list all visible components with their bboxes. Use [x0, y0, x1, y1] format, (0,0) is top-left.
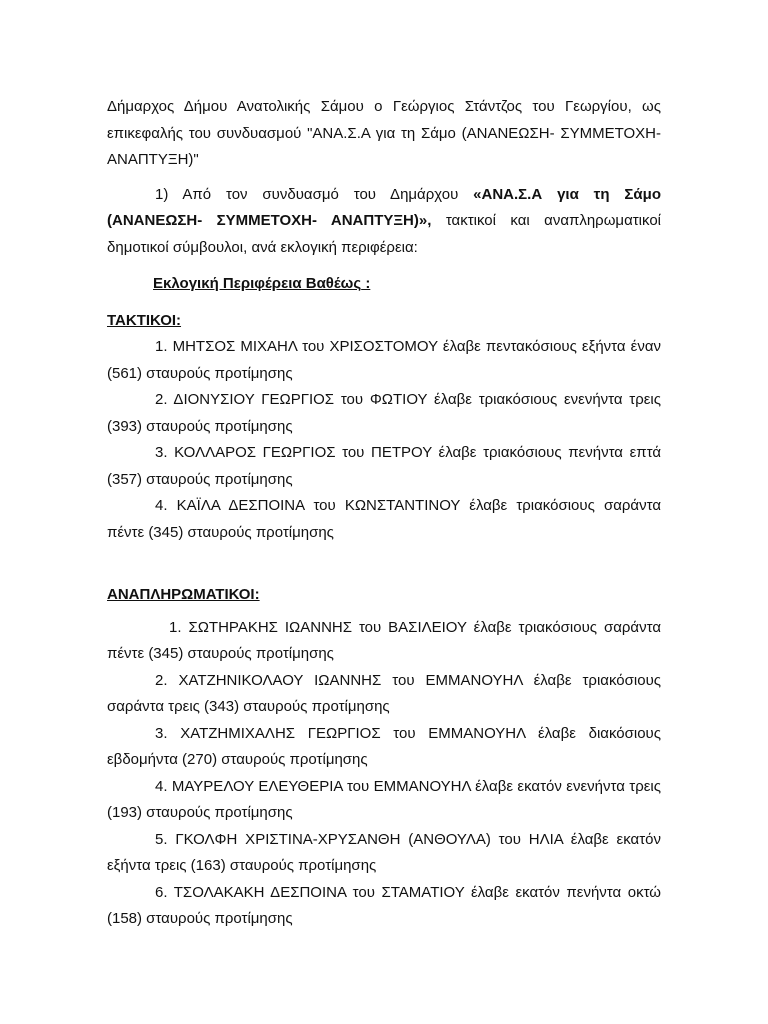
point-1-coalition-name: «ΑΝΑ.Σ.Α για τη Σάμο (ΑΝΑΝΕΩΣΗ- ΣΥΜΜΕΤΟΧΗ- ΑΝΑΠΤΥΞΗ)»,: [107, 185, 661, 229]
point-1-suffix: τακτικοί και αναπληρωματικοί δημοτικοί σύμβουλοι, ανά εκλογική περιφέρεια:: [107, 212, 661, 256]
document-page: [107, 94, 661, 933]
electoral-region-colon: :: [361, 275, 371, 292]
list-item: 4. ΜΑΥΡΕΛΟΥ ΕΛΕΥΘΕΡΙΑ του ΕΜΜΑΝΟΥΗΛ έλαβε εκατόν ενενήντα τρεις (193) σταυρούς προτίμησης: [107, 777, 661, 821]
point-1-prefix: 1) Από τον συνδυασμό του Δημάρχου: [155, 185, 474, 203]
alternates-heading: ΑΝΑΠΛΗΡΩΜΑΤΙΚΟΙ:: [107, 586, 260, 603]
list-item: 3. ΚΟΛΛΑΡΟΣ ΓΕΩΡΓΙΟΣ του ΠΕΤΡΟΥ έλαβε τριακόσιους πενήντα επτά (357) σταυρούς προτίμησης: [107, 444, 661, 488]
list-item: 6. ΤΣΟΛΑΚΑΚΗ ΔΕΣΠΟΙΝΑ του ΣΤΑΜΑΤΙΟΥ έλαβε εκατόν πενήντα οκτώ (158) σταυρούς προτίμησης: [107, 883, 661, 927]
list-item: 2. ΔΙΟΝΥΣΙΟΥ ΓΕΩΡΓΙΟΣ του ΦΩΤΙΟΥ έλαβε τριακόσιους ενενήντα τρεις (393) σταυρούς προτίμησης: [107, 391, 661, 435]
alternates-list: [107, 615, 661, 933]
list-item: 2. ΧΑΤΖΗΝΙΚΟΛΑΟΥ ΙΩΑΝΝΗΣ του ΕΜΜΑΝΟΥΗΛ έλαβε τριακόσιους σαράντα τρεις (343) σταυρούς προτίμησης: [107, 671, 661, 715]
list-item: 1. ΜΗΤΣΟΣ ΜΙΧΑΗΛ του ΧΡΙΣΟΣΤΟΜΟΥ έλαβε πεντακόσιους εξήντα έναν (561) σταυρούς προτίμησης: [107, 338, 661, 382]
list-item: 3. ΧΑΤΖΗΜΙΧΑΛΗΣ ΓΕΩΡΓΙΟΣ του ΕΜΜΑΝΟΥΗΛ έλαβε διακόσιους εβδομήντα (270) σταυρούς προτίμησης: [107, 724, 661, 768]
electoral-region-label: Εκλογική Περιφέρεια Βαθέως: [153, 275, 362, 292]
regulars-heading: ΤΑΚΤΙΚΟΙ:: [107, 311, 182, 329]
list-item: 1. ΣΩΤΗΡΑΚΗΣ ΙΩΑΝΝΗΣ του ΒΑΣΙΛΕΙΟΥ έλαβε τριακόσιους σαράντα πέντε (345) σταυρούς προτίμησης: [107, 618, 661, 662]
point-1-paragraph: [107, 182, 661, 262]
regulars-list: [107, 334, 661, 546]
intro-paragraph: Δήμαρχος Δήμου Ανατολικής Σάμου ο Γεώργιος Στάντζος του Γεωργίου, ως επικεφαλής του συνδυασμού "ΑΝΑ.Σ.Α για τη Σάμο (ΑΝΑΝΕΩΣΗ- ΣΥΜΜΕΤΟΧΗ- ΑΝΑΠΤΥΞΗ)": [107, 98, 661, 168]
electoral-region-heading: [107, 271, 661, 298]
list-item: 4. ΚΑΪΛΑ ΔΕΣΠΟΙΝΑ του ΚΩΝΣΤΑΝΤΙΝΟΥ έλαβε τριακόσιους σαράντα πέντε (345) σταυρούς προτίμησης: [107, 497, 661, 541]
list-item: 5. ΓΚΟΛΦΗ ΧΡΙΣΤΙΝΑ-ΧΡΥΣΑΝΘΗ (ΑΝΘΟΥΛΑ) του ΗΛΙΑ έλαβε εκατόν εξήντα τρεις (163) σταυρούς προτίμησης: [107, 830, 661, 874]
